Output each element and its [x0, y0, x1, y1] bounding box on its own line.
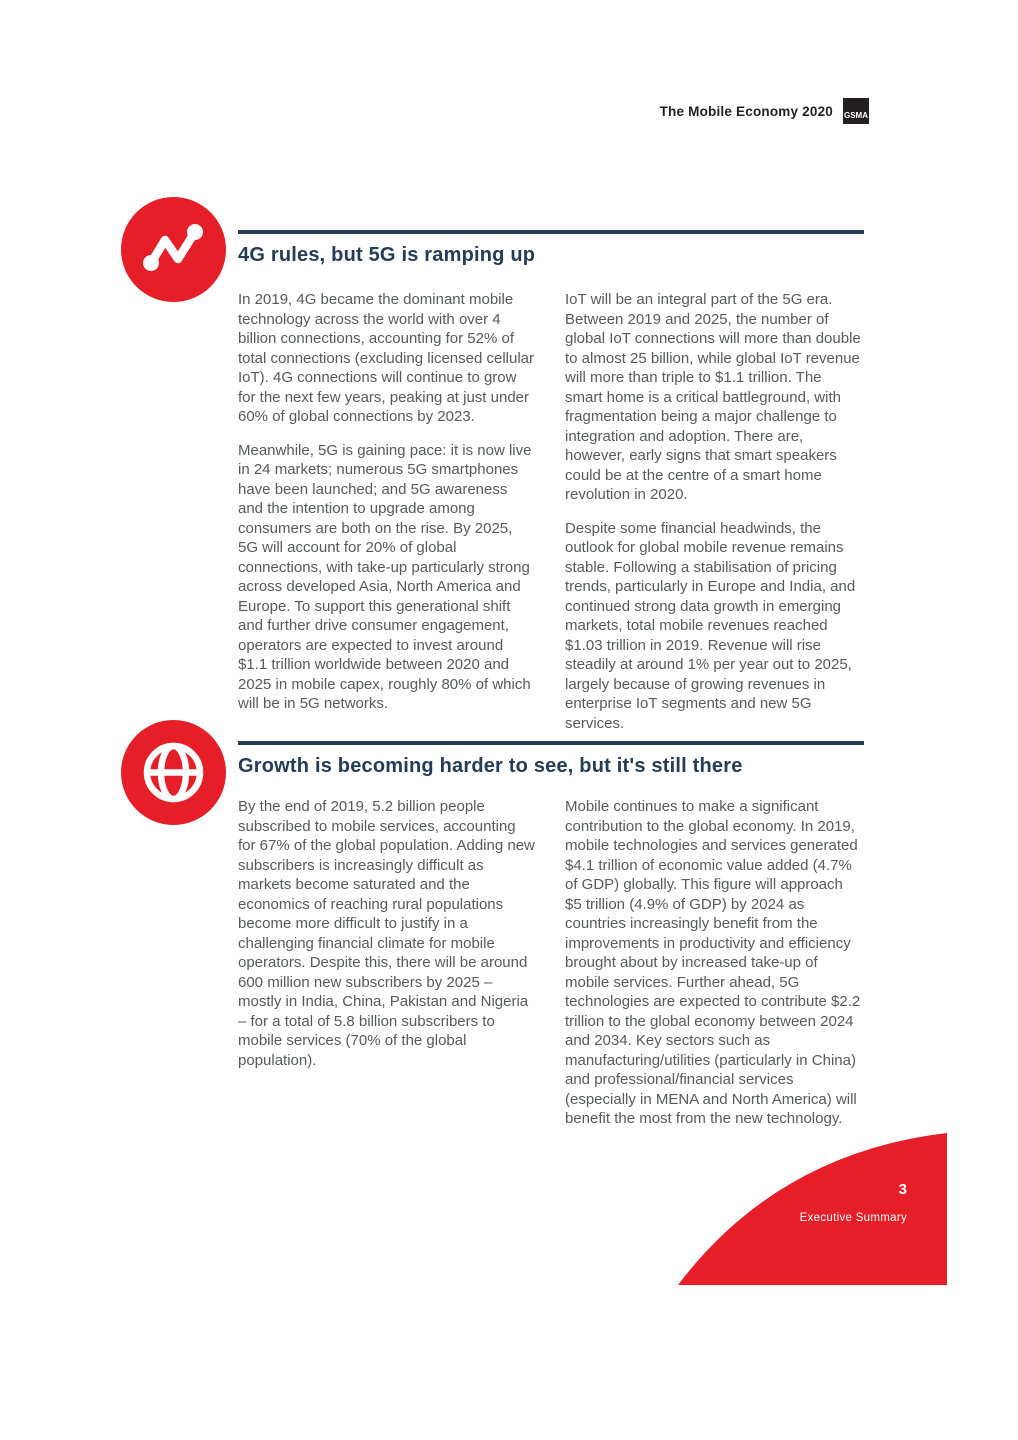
report-title: The Mobile Economy 2020	[659, 103, 833, 119]
trend-chart-icon	[121, 197, 226, 302]
footer-section-label: Executive Summary	[799, 1212, 907, 1224]
section-4g-5g	[238, 230, 864, 733]
page-header	[660, 98, 869, 124]
two-column-text	[238, 290, 864, 733]
svg-text:GSMA: GSMA	[844, 111, 868, 120]
section-divider	[238, 230, 864, 234]
page-number: 3	[898, 1181, 907, 1198]
paragraph: IoT will be an integral part of the 5G era. Between 2019 and 2025, the number of global IoT connections will more than double to almost 25 billion, while global IoT revenue will more than triple to $1.1 trillion. The smart home is a critical battleground, with fragmentation being a major challenge to integration and adoption. There are, however, early signs that smart speakers could be at the centre of a smart home revolution in 2020.	[565, 291, 861, 503]
section-heading: 4G rules, but 5G is ramping up	[238, 244, 536, 266]
section-growth	[238, 741, 864, 1129]
text-column-left	[238, 797, 536, 1129]
paragraph: Despite some financial headwinds, the outlook for global mobile revenue remains stable. Following a stabilisation of pricing trends, particularly in Europe and India, and continued strong data growth in emerging markets, total mobile revenues reached $1.03 trillion in 2019. Revenue will rise steadily at around 1% per year out to 2025, largely because of growing revenues in enterprise IoT segments and new 5G services.	[565, 519, 856, 732]
section-divider	[238, 741, 864, 745]
two-column-text	[238, 797, 864, 1129]
gsma-logo-icon	[843, 98, 869, 124]
text-column-right	[565, 797, 863, 1129]
text-column-right	[565, 290, 863, 733]
section-heading: Growth is becoming harder to see, but it's still there	[238, 755, 743, 777]
paragraph: By the end of 2019, 5.2 billion people subscribed to mobile services, accounting for 67% of the global population. Adding new subscribers is increasingly difficult as markets become saturated and the economics of reaching rural populations become more difficult to justify in a challenging financial climate for mobile operators. Despite this, there will be around 600 million new subscribers by 2025 – mostly in India, China, Pakistan and Nigeria – for a total of 5.8 billion subscribers to mobile services (70% of the global population).	[238, 798, 535, 1069]
paragraph: Meanwhile, 5G is gaining pace: it is now live in 24 markets; numerous 5G smartphones have been launched; and 5G awareness and the intention to upgrade among consumers are both on the rise. By 2025, 5G will account for 20% of global connections, with take-up particularly strong across developed Asia, North America and Europe. To support this generational shift and further drive consumer engagement, operators are expected to invest around $1.1 trillion worldwide between 2020 and 2025 in mobile capex, roughly 80% of which will be in 5G networks.	[238, 441, 532, 712]
paragraph: Mobile continues to make a significant contribution to the global economy. In 2019, mobile technologies and services generated $4.1 trillion of economic value added (4.7% of GDP) globally. This figure will approach $5 trillion (4.9% of GDP) by 2024 as countries increasingly benefit from the improvements in productivity and efficiency brought about by increased take-up of mobile services. Further ahead, 5G technologies are expected to contribute $2.2 trillion to the global economy between 2024 and 2034. Key sectors such as manufacturing/utilities (particularly in China) and professional/financial services (especially in MENA and North America) will benefit the most from the new technology.	[565, 798, 861, 1127]
footer	[800, 1181, 907, 1224]
globe-icon	[121, 720, 226, 825]
text-column-left	[238, 290, 536, 733]
paragraph: In 2019, 4G became the dominant mobile technology across the world with over 4 billion connections, accounting for 52% of total connections (excluding licensed cellular IoT). 4G connections will continue to grow for the next few years, peaking at just under 60% of global connections by 2023.	[238, 291, 535, 425]
